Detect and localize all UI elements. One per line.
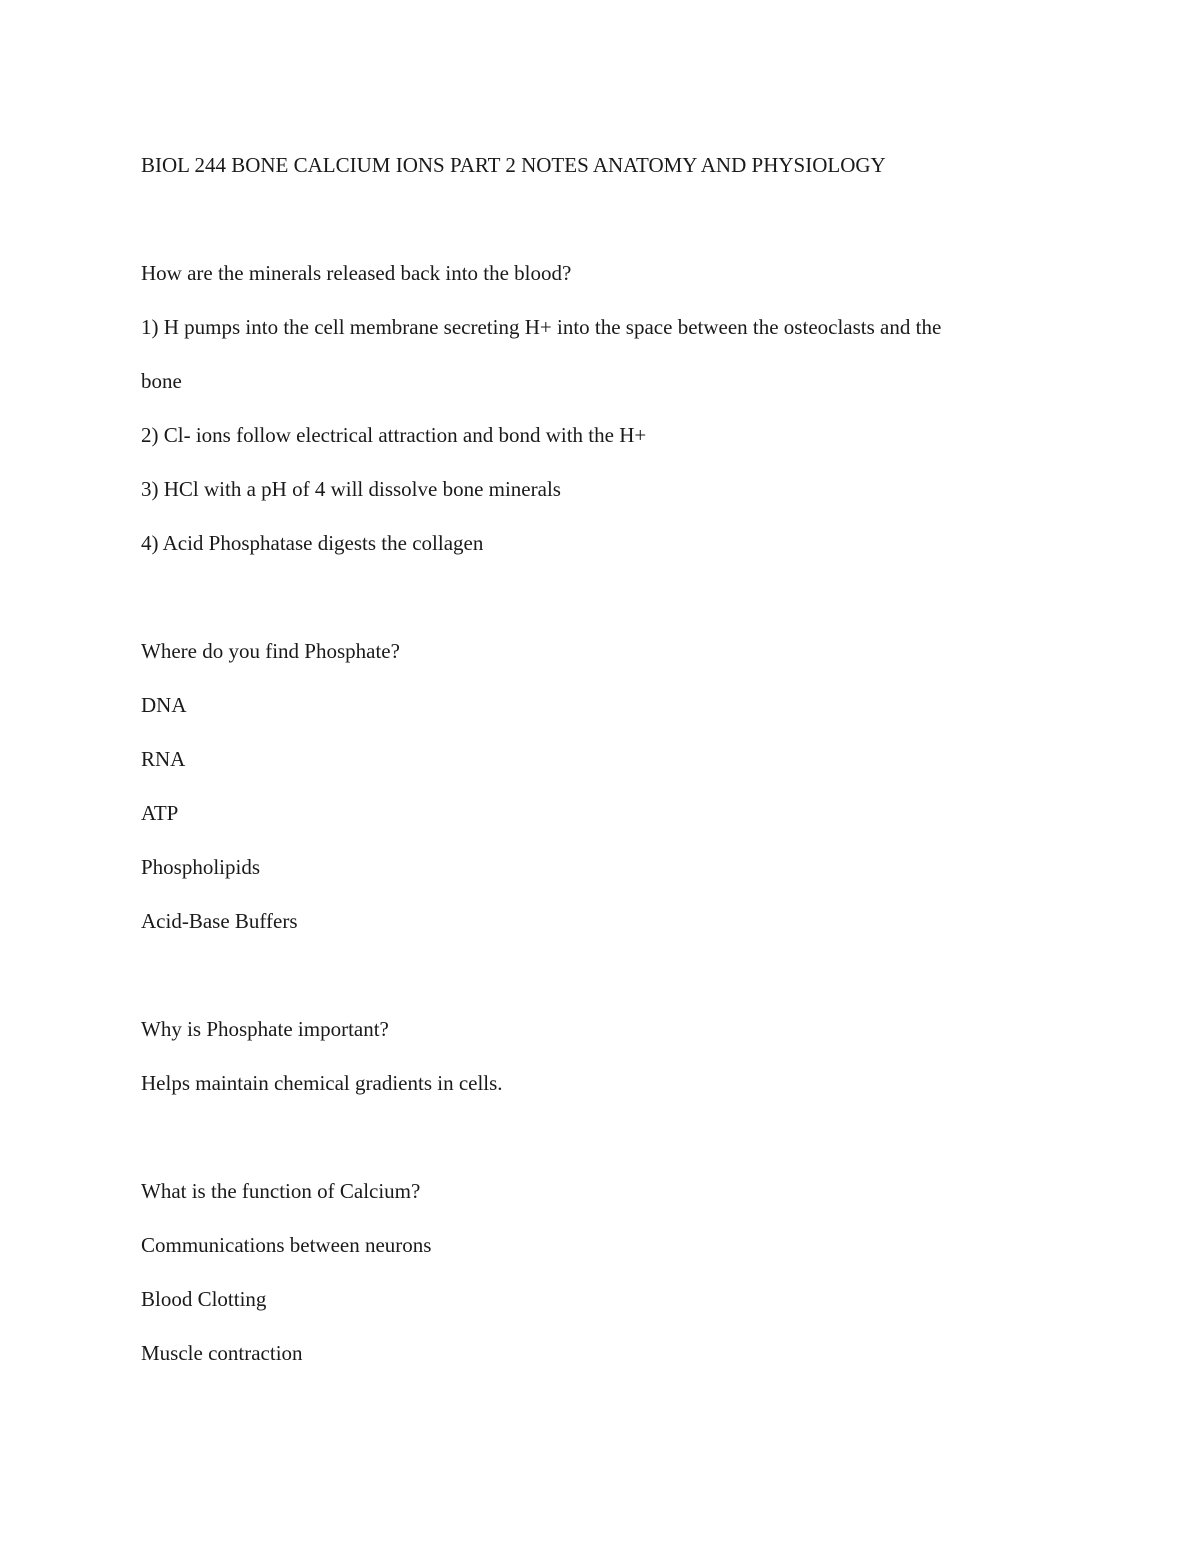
section-question: Why is Phosphate important? <box>141 1017 389 1041</box>
section-line: Communications between neurons <box>141 1233 432 1257</box>
document-body <box>141 138 1061 1380</box>
section-line: 1) H pumps into the cell membrane secreting H+ into the space between the osteoclasts and the <box>141 315 942 339</box>
blank-line <box>141 948 1061 1002</box>
blank-line <box>141 192 1061 246</box>
section-line: ATP <box>141 801 179 825</box>
section-line: bone <box>141 369 182 393</box>
blank-line <box>141 1110 1061 1164</box>
section-line: 4) Acid Phosphatase digests the collagen <box>141 531 484 555</box>
section-line: Acid-Base Buffers <box>141 909 298 933</box>
section-question: How are the minerals released back into the blood? <box>141 261 572 285</box>
section-line: 3) HCl with a pH of 4 will dissolve bone minerals <box>141 477 561 501</box>
section-line: Helps maintain chemical gradients in cells. <box>141 1071 503 1095</box>
section-line: DNA <box>141 693 187 717</box>
blank-line <box>141 570 1061 624</box>
section-line: Blood Clotting <box>141 1287 267 1311</box>
section-line: 2) Cl- ions follow electrical attraction and bond with the H+ <box>141 423 647 447</box>
section-line: Phospholipids <box>141 855 261 879</box>
document-title: BIOL 244 BONE CALCIUM IONS PART 2 NOTES ANATOMY AND PHYSIOLOGY <box>141 153 886 177</box>
section-line: Muscle contraction <box>141 1341 303 1365</box>
section-question: Where do you find Phosphate? <box>141 639 400 663</box>
section-line: RNA <box>141 747 186 771</box>
section-question: What is the function of Calcium? <box>141 1179 421 1203</box>
